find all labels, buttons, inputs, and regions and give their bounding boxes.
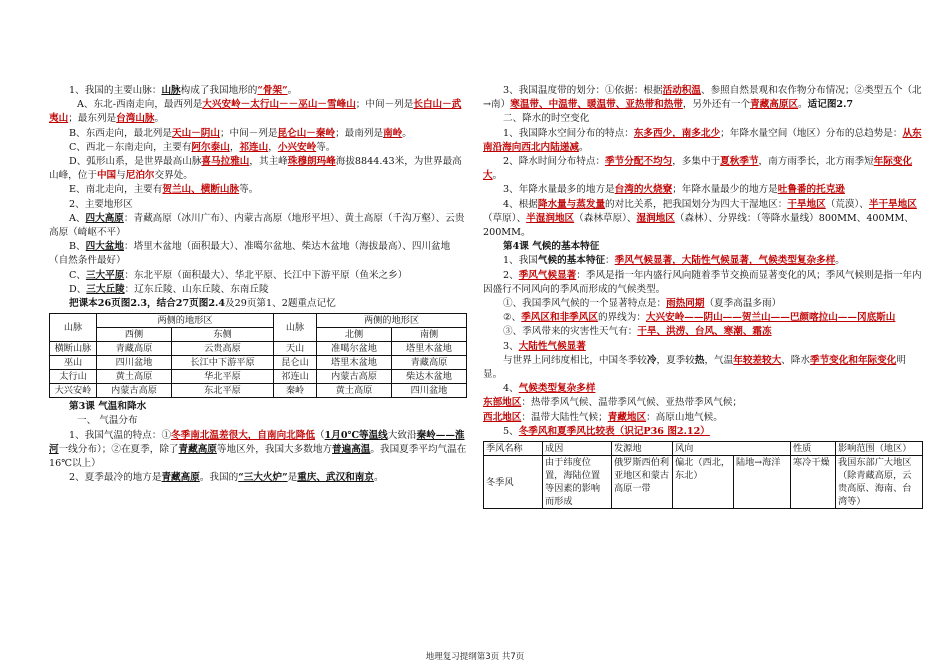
- emph: 台湾山脉: [116, 113, 155, 125]
- table-cell: 大兴安岭: [50, 384, 97, 398]
- mountains-a: [49, 98, 467, 126]
- text: 2、降水时间分布特点：: [503, 156, 606, 168]
- emph: 四大高原: [85, 212, 124, 224]
- plains: [49, 269, 467, 283]
- northwest-region: [483, 411, 923, 425]
- text: ，: [268, 141, 278, 153]
- table-header: [484, 442, 923, 456]
- text: （荒漠）、: [825, 198, 869, 210]
- emph: 年际变化大: [483, 156, 913, 182]
- emph: 冷: [646, 354, 657, 366]
- table-cell: 祁连山: [274, 370, 317, 384]
- text: 。: [835, 255, 845, 267]
- table-cell: 黄土高原: [317, 384, 392, 398]
- text: 与: [116, 170, 126, 182]
- emph: 长白山－武夷山: [49, 99, 462, 125]
- emph: 冬季风和夏季风比较表（识记P36 图2.12）: [518, 425, 710, 437]
- text: 等。: [316, 141, 336, 153]
- table-cell: 横断山脉: [50, 342, 97, 356]
- col-header: 性质: [791, 442, 836, 456]
- emph: 季风区和非季风区: [521, 312, 598, 324]
- memorize-note: [49, 297, 467, 311]
- emph: 把课本26页图2.3，结合27页图2.4: [69, 298, 226, 310]
- text: A、: [69, 212, 86, 224]
- mountains-c: [49, 141, 467, 155]
- text: 。: [287, 85, 298, 96]
- emph: 季节分配不均匀: [605, 156, 673, 168]
- emph: 干旱、洪涝、台风、寒潮、霜冻: [637, 326, 772, 338]
- text: 的界线为：: [597, 312, 646, 324]
- emph: 南岭: [383, 127, 403, 139]
- text: 。: [373, 472, 384, 484]
- text: 构成了我国地形的: [180, 85, 258, 96]
- text: 5、: [503, 425, 519, 437]
- text: 。: [492, 170, 503, 182]
- text: 、参照自然景观和农作物分布情况；②类型五个（北→南）: [483, 85, 922, 111]
- emph: 干旱地区: [787, 198, 826, 210]
- emph: 雨热同期: [666, 298, 705, 310]
- table-cell: 青藏高原: [97, 342, 172, 356]
- text: 3、我国温度带的划分：①依据：根据: [503, 85, 663, 96]
- emph: 喜马拉雅山: [201, 156, 250, 168]
- text: ，多集中于: [672, 156, 721, 168]
- text: ；最南列是: [335, 127, 384, 139]
- emph: 中国: [96, 170, 117, 182]
- emph: 四大盆地: [85, 241, 125, 253]
- table-cell: 陆地→海洋: [734, 456, 791, 509]
- text: 。: [154, 113, 165, 125]
- col-header: 两侧的地形区: [317, 314, 467, 328]
- table-cell: 东北平原: [171, 384, 273, 398]
- col-header: 风向: [673, 442, 791, 456]
- emph: 台湾的火烧寮: [614, 184, 673, 196]
- emph: 从东南沿海向西北内陆递减: [483, 127, 922, 153]
- text: 及29页第1、2题重点记忆: [225, 298, 336, 310]
- text: 1、我国的主要山脉：: [69, 85, 162, 96]
- text: C、西北－东南走向，主要有: [69, 141, 192, 153]
- emph: 寒温带、中温带、暖温带、亚热带和热带: [510, 99, 683, 111]
- lesson-3-heading: 第3课 气温和降水: [69, 401, 147, 413]
- text: 。我国的: [199, 472, 239, 484]
- temperature-heading: 一、 气温分布: [77, 415, 138, 427]
- mountain-landform-table: [49, 313, 467, 398]
- text: D、弧形山系，是世界最高山脉: [69, 156, 202, 168]
- col-header: 季风名称: [484, 442, 543, 456]
- table-cell: 柴达木盆地: [392, 370, 467, 384]
- text: 、降水: [781, 354, 810, 366]
- emph: 祁连山: [239, 141, 269, 153]
- table-cell: 华北平原: [171, 370, 273, 384]
- emph: 气候的基本特征: [537, 255, 606, 267]
- col-header: 两侧的地形区: [97, 314, 274, 328]
- table-cell: 青藏高原: [392, 356, 467, 370]
- table-row: [50, 370, 467, 384]
- emph: 热: [694, 354, 705, 366]
- mountains-intro: [49, 84, 467, 98]
- basins: [49, 240, 467, 268]
- text: ：高原山地气候。: [646, 411, 723, 423]
- precip-temporal: [483, 155, 923, 183]
- monsoon-compare-heading: [483, 425, 923, 439]
- emph: 季节变化和年际变化: [810, 354, 897, 366]
- emph: 湿润地区: [636, 212, 675, 224]
- text: 。: [578, 141, 589, 153]
- table-cell: 准噶尔盆地: [317, 342, 392, 356]
- table-cell: 黄土高原: [97, 370, 172, 384]
- col-header: 山脉: [274, 314, 317, 342]
- emph: 夏秋季节: [720, 156, 759, 168]
- text: ③、季风带来的灾害性天气有：: [503, 326, 638, 338]
- monsoon-point-2: [483, 311, 923, 325]
- table-cell: 塔里木盆地: [392, 342, 467, 356]
- emph: 山脉: [161, 85, 181, 96]
- text: （夏季高温多雨）: [704, 298, 782, 310]
- text: ：季风是指一年内盛行风向随着季节交换而显著变化的风；季风气候则是指一年内因盛行不同风向的季风而形成的气候类型。: [483, 269, 922, 295]
- monsoon-compare-table: [483, 441, 923, 509]
- continental-body: [483, 354, 923, 382]
- text: ；中间－列是: [219, 127, 278, 139]
- table-cell: 俄罗斯西伯利亚地区和蒙古高原一带: [612, 456, 673, 509]
- coldest-summer: [49, 471, 467, 485]
- table-cell: 昆仑山: [274, 356, 317, 370]
- text: （森林草原）、: [574, 212, 637, 224]
- text: 是: [287, 472, 298, 484]
- text: C、: [69, 269, 86, 281]
- mountains-b: [49, 127, 467, 141]
- mountains-d: [49, 155, 467, 183]
- monsoon-point-3: [483, 325, 923, 339]
- text: 1、我国: [503, 255, 538, 267]
- emph: 半湿润地区: [526, 212, 575, 224]
- text: A、东北-西南走向，最西列是: [77, 99, 203, 111]
- text: ；最东列是: [68, 113, 117, 125]
- emph: 季风气候显著: [518, 269, 577, 281]
- emph: 贺兰山、横断山脉: [162, 184, 240, 196]
- emph: 降水量与蒸发量: [537, 198, 606, 210]
- text: 交界处。: [154, 170, 193, 182]
- emph: 年较差较大: [733, 354, 782, 366]
- text: 等地区外，我国大多数地方: [216, 443, 333, 455]
- climate-diversity: [483, 382, 923, 396]
- text: （: [314, 429, 325, 441]
- page-footer: 地理复习提纲第3页 共7页: [425, 652, 525, 662]
- temperature-features: [49, 429, 467, 472]
- text: ，其主峰: [249, 156, 288, 168]
- col-header: 成因: [543, 442, 612, 456]
- monsoon-point-1: [483, 297, 923, 311]
- emph: 东多西少，南多北少: [633, 127, 721, 139]
- text: ：青藏高原（冰川广布）、内蒙古高原（地形平坦）、黄土高原（千沟万壑）、云贵高原（崎岖不平）: [49, 212, 465, 239]
- text: ：温带大陆性气候；: [521, 411, 608, 423]
- text: B、: [69, 241, 86, 253]
- emph: 大兴安岭－太行山－－巫山－雪峰山: [202, 99, 356, 111]
- table-cell: 我国东部广大地区（除青藏高原，云贵高原、海南、台湾等）: [836, 456, 923, 509]
- precip-spatial: [483, 127, 923, 155]
- text: ，: [229, 141, 240, 153]
- table-cell: 天山: [274, 342, 317, 356]
- table-cell: 巫山: [50, 356, 97, 370]
- text: ②、: [503, 312, 522, 324]
- emph: 青藏高原: [178, 443, 217, 455]
- text: ：辽东丘陵、山东丘陵、东南丘陵: [124, 283, 269, 295]
- dry-wet-regions: [483, 198, 923, 241]
- col-header: 影响范围（地区）: [836, 442, 923, 456]
- right-column: [483, 84, 923, 509]
- emph: 青藏地区: [607, 411, 647, 423]
- text: 2、夏季最冷的地方是: [69, 472, 162, 484]
- table-cell: 由于纬度位置，海陆位置等因素的影响而形成: [543, 456, 612, 509]
- emph: 重庆、武汉和南京: [297, 472, 374, 484]
- emph: 尼泊尔: [125, 170, 155, 182]
- emph: 季风气候显著，大陆性气候显著，气候类型复杂多样: [614, 255, 836, 267]
- text: 海拔8844.43米，为世界最高山峰，位于: [49, 156, 462, 182]
- text: 1、我国气温的特点：①: [69, 429, 172, 441]
- lesson-4-heading: 第4课 气候的基本特征: [503, 241, 600, 253]
- text: 4、: [503, 383, 519, 395]
- table-cell: 冬季风: [484, 456, 543, 509]
- text: ；年降水量空间（地区）分布的总趋势是：: [720, 127, 903, 139]
- emph: “骨架”: [257, 85, 288, 96]
- col-header: 南侧: [392, 328, 467, 342]
- text: 明显。: [483, 354, 906, 381]
- text: 。我国夏季平均气温在16℃以上）: [49, 443, 467, 470]
- text: ；中间－列是: [355, 99, 414, 111]
- text: 2、: [503, 269, 519, 281]
- text: ，另外还有一个: [682, 99, 751, 111]
- emph: 适记图2.7: [807, 99, 854, 111]
- text: 大致沿: [387, 429, 417, 441]
- text: D、: [69, 283, 87, 295]
- table-cell: 寒冷干燥: [791, 456, 836, 509]
- emph: 吐鲁番的托克逊: [777, 184, 845, 196]
- table-row: [50, 384, 467, 398]
- monsoon: [483, 269, 923, 297]
- text: 与世界上同纬度相比，中国冬季较: [503, 354, 647, 366]
- col-header: 山脉: [50, 314, 97, 342]
- table-cell: 内蒙古高原: [97, 384, 172, 398]
- text: ：东北平原（面积最大）、华北平原、长江中下游平原（鱼米之乡）: [124, 269, 408, 281]
- emph: 秦岭——淮河: [49, 429, 465, 455]
- precip-extremes: [483, 183, 923, 197]
- text: ；年降水量最少的地方是: [672, 184, 778, 196]
- table-row: [484, 456, 923, 509]
- text: 。: [798, 99, 808, 111]
- text: ：塔里木盆地（面积最大）、准噶尔盆地、柴达木盆地（海拔最高）、四川盆地（自然条件最好）: [49, 241, 451, 267]
- emph: 气候类型复杂多样: [518, 383, 596, 395]
- text: E、南北走向，主要有: [69, 184, 163, 196]
- climate-features: [483, 254, 923, 268]
- emph: 活动积温: [662, 85, 701, 96]
- table-row: [50, 356, 467, 370]
- emph: 三大丘陵: [86, 283, 125, 295]
- east-region: [483, 396, 923, 410]
- text: ，南方雨季长，北方雨季短: [758, 156, 874, 168]
- emph: 半干旱地区: [868, 198, 917, 210]
- text: 。: [402, 127, 412, 139]
- precipitation-heading: 二、降水的时空变化: [503, 113, 590, 125]
- text: ：: [605, 255, 615, 267]
- left-column: [49, 84, 467, 485]
- emph: 青藏高原区: [750, 99, 799, 111]
- emph: “三大火炉”: [238, 472, 288, 484]
- col-header: 西侧: [97, 328, 172, 342]
- table-cell: 塔里木盆地: [317, 356, 392, 370]
- temperature-zones: [483, 84, 923, 112]
- text: 4、根据: [503, 198, 538, 210]
- emph: 东部地区: [483, 397, 522, 409]
- text: ，夏季较: [656, 354, 695, 366]
- col-header: 东侧: [171, 328, 273, 342]
- text: 3、年降水量最多的地方是: [503, 184, 615, 196]
- emph: 大陆性气候显著: [518, 340, 586, 352]
- emph: 三大平原: [85, 269, 125, 281]
- text: ：热带季风气候、温带季风气候、亚热带季风气候；: [521, 397, 743, 409]
- table-row: [50, 342, 467, 356]
- text: 1、我国降水空间分布的特点：: [503, 127, 634, 139]
- text: 等。: [239, 184, 259, 196]
- table-cell: 云贵高原: [171, 342, 273, 356]
- table-cell: 长江中下游平原: [171, 356, 273, 370]
- emph: 小兴安岭: [277, 141, 317, 153]
- table-cell: 偏北（西北，东北）: [673, 456, 734, 509]
- emph: 普遍高温: [332, 443, 371, 455]
- text: B、东西走向，最北列是: [69, 127, 172, 139]
- table-cell: 内蒙古高原: [317, 370, 392, 384]
- text: 一线分布）；②在夏季，除了: [58, 443, 179, 455]
- plateaus: [49, 212, 467, 240]
- mountains-e: [49, 183, 467, 197]
- table-cell: 四川盆地: [97, 356, 172, 370]
- emph: 1月0℃等温线: [324, 429, 388, 441]
- text: ，气温: [704, 354, 734, 366]
- text: （草原）、: [483, 212, 527, 224]
- emph: 天山－阴山: [172, 127, 220, 139]
- text: ①、我国季风气候的一个显著特点是：: [503, 298, 667, 310]
- emph: 珠穆朗玛峰: [287, 156, 336, 168]
- emph: 阿尔泰山: [191, 141, 230, 153]
- emph: 昆仑山－秦岭: [277, 127, 336, 139]
- col-header: 北侧: [317, 328, 392, 342]
- table-cell: 太行山: [50, 370, 97, 384]
- emph: 青藏高原: [161, 472, 200, 484]
- table-cell: 四川盆地: [392, 384, 467, 398]
- col-header: 发源地: [612, 442, 673, 456]
- text: 3、: [503, 340, 519, 352]
- landforms-heading: 2、主要地形区: [69, 198, 133, 210]
- emph: 大兴安岭——阴山——贺兰山——巴颜喀拉山——冈底斯山: [645, 312, 896, 324]
- continental-heading: [483, 340, 923, 354]
- emph: 西北地区: [483, 411, 522, 423]
- emph: 冬季南北温差很大，自南向北降低: [171, 429, 315, 441]
- hills: [49, 283, 467, 297]
- text: 的对比关系，把我国划分为四大干湿地区：: [605, 198, 788, 210]
- text: （森林）、分界线：（等降水量线）800MM、400MM、200MM。: [483, 212, 914, 239]
- table-cell: 秦岭: [274, 384, 317, 398]
